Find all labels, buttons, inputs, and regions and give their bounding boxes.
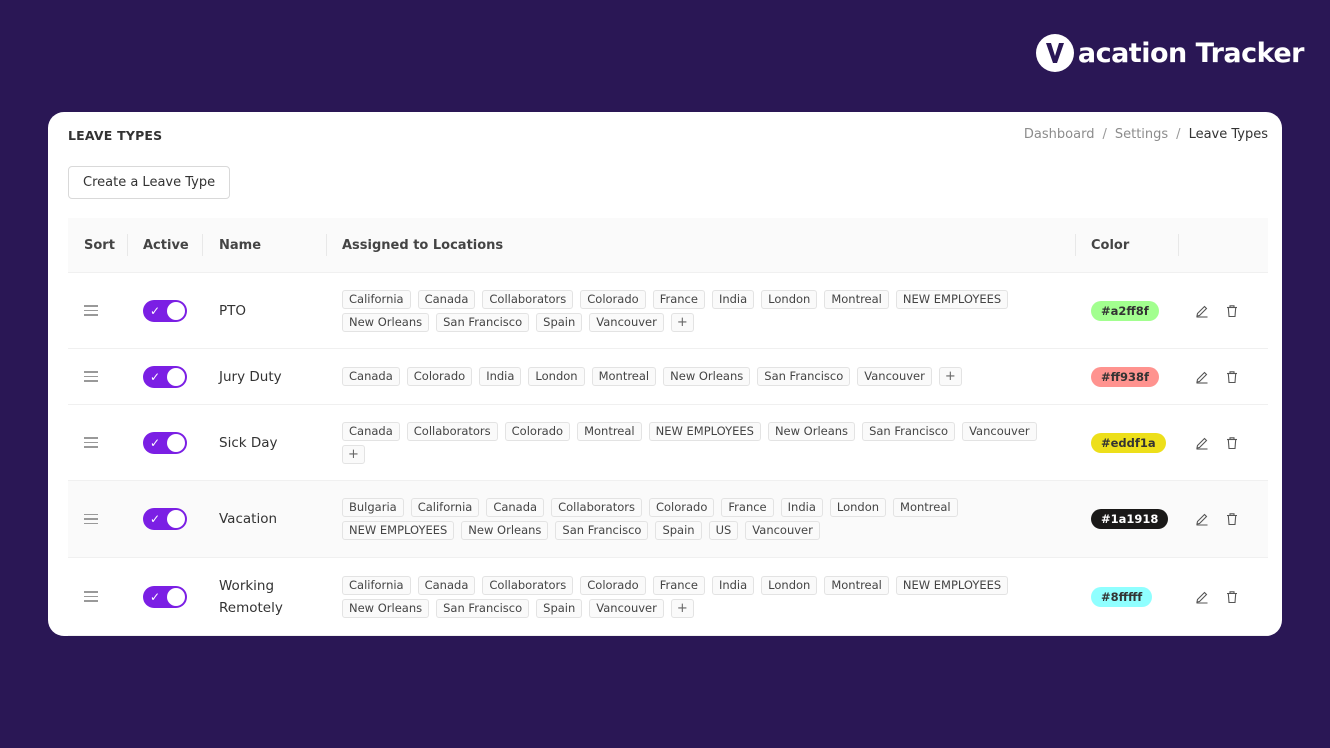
- location-tag: Vancouver: [745, 521, 820, 540]
- breadcrumb-settings[interactable]: Settings: [1114, 127, 1169, 142]
- location-tag: Vancouver: [857, 367, 932, 386]
- color-badge: #eddf1a: [1091, 433, 1166, 453]
- location-tag: San Francisco: [436, 313, 529, 332]
- location-tag: Spain: [536, 599, 582, 618]
- trash-icon[interactable]: [1225, 436, 1239, 450]
- leave-types-card: [48, 112, 1282, 636]
- color-badge: #1a1918: [1091, 509, 1168, 529]
- drag-handle-icon[interactable]: [84, 368, 98, 385]
- location-tag: California: [342, 576, 411, 595]
- check-icon: ✓: [150, 369, 161, 384]
- location-tag: Colorado: [580, 290, 645, 309]
- location-tag: Collaborators: [482, 290, 573, 309]
- column-sort: Sort: [84, 237, 115, 253]
- location-tag: Montreal: [893, 498, 958, 517]
- table-row: [68, 273, 1268, 349]
- table-row: [68, 405, 1268, 481]
- active-toggle[interactable]: [143, 432, 187, 454]
- brand-logo: [1036, 34, 1304, 72]
- location-tag: London: [761, 290, 817, 309]
- trash-icon[interactable]: [1225, 512, 1239, 526]
- location-tag: Montreal: [824, 576, 889, 595]
- location-tag: London: [528, 367, 584, 386]
- assigned-locations: [342, 290, 1052, 332]
- location-tag: NEW EMPLOYEES: [896, 576, 1008, 595]
- location-tag: India: [712, 576, 754, 595]
- location-tag: Vancouver: [589, 313, 664, 332]
- location-tag: San Francisco: [436, 599, 529, 618]
- leave-types-table: [68, 218, 1268, 616]
- column-active: Active: [143, 237, 189, 253]
- sort-handle[interactable]: [84, 349, 98, 404]
- column-color: Color: [1091, 237, 1130, 253]
- active-toggle[interactable]: [143, 366, 187, 388]
- location-tag: NEW EMPLOYEES: [896, 290, 1008, 309]
- drag-handle-icon[interactable]: [84, 302, 98, 319]
- assigned-locations: [342, 422, 1052, 464]
- vacation-tracker-logo-icon: [1036, 34, 1074, 72]
- location-tag: India: [712, 290, 754, 309]
- active-toggle[interactable]: [143, 300, 187, 322]
- location-tag: Vancouver: [589, 599, 664, 618]
- add-location-icon[interactable]: +: [939, 367, 962, 386]
- add-location-icon[interactable]: +: [671, 599, 694, 618]
- location-tag: Montreal: [577, 422, 642, 441]
- leave-type-name: Working Remotely: [219, 577, 283, 616]
- location-tag: US: [709, 521, 739, 540]
- page-title: LEAVE TYPES: [68, 128, 163, 143]
- location-tag: Canada: [342, 422, 400, 441]
- brand-name: acation Tracker: [1077, 37, 1304, 69]
- location-tag: California: [342, 290, 411, 309]
- location-tag: London: [830, 498, 886, 517]
- breadcrumb-leave-types: Leave Types: [1188, 127, 1268, 142]
- drag-handle-icon[interactable]: [84, 434, 98, 451]
- check-icon: ✓: [150, 435, 161, 450]
- location-tag: Canada: [486, 498, 544, 517]
- assigned-locations: [342, 576, 1052, 618]
- location-tag: France: [653, 290, 705, 309]
- sort-handle[interactable]: [84, 481, 98, 557]
- table-row: [68, 481, 1268, 558]
- color-badge: #a2ff8f: [1091, 301, 1159, 321]
- location-tag: Montreal: [824, 290, 889, 309]
- leave-type-name: Jury Duty: [219, 368, 282, 385]
- location-tag: California: [411, 498, 480, 517]
- breadcrumb: Dashboard / Settings / Leave Types: [1023, 127, 1268, 142]
- color-badge: #ff938f: [1091, 367, 1159, 387]
- sort-handle[interactable]: [84, 405, 98, 480]
- check-icon: ✓: [150, 303, 161, 318]
- trash-icon[interactable]: [1225, 304, 1239, 318]
- pencil-icon[interactable]: [1195, 436, 1209, 450]
- location-tag: Montreal: [592, 367, 657, 386]
- color-badge: #8fffff: [1091, 587, 1152, 607]
- location-tag: France: [653, 576, 705, 595]
- location-tag: Collaborators: [407, 422, 498, 441]
- location-tag: Bulgaria: [342, 498, 404, 517]
- leave-type-name: Vacation: [219, 511, 278, 527]
- location-tag: New Orleans: [461, 521, 548, 540]
- location-tag: New Orleans: [342, 313, 429, 332]
- location-tag: NEW EMPLOYEES: [342, 521, 454, 540]
- check-icon: ✓: [150, 589, 161, 604]
- location-tag: NEW EMPLOYEES: [649, 422, 761, 441]
- location-tag: San Francisco: [555, 521, 648, 540]
- table-header: [68, 218, 1268, 273]
- location-tag: India: [781, 498, 823, 517]
- location-tag: Colorado: [407, 367, 472, 386]
- column-locations: Assigned to Locations: [342, 237, 504, 253]
- trash-icon[interactable]: [1225, 590, 1239, 604]
- location-tag: Canada: [418, 290, 476, 309]
- location-tag: Colorado: [649, 498, 714, 517]
- location-tag: Colorado: [505, 422, 570, 441]
- sort-handle[interactable]: [84, 273, 98, 348]
- leave-type-name: Sick Day: [219, 434, 278, 451]
- assigned-locations: [342, 498, 1052, 540]
- location-tag: New Orleans: [663, 367, 750, 386]
- location-tag: San Francisco: [862, 422, 955, 441]
- drag-handle-icon[interactable]: [84, 588, 98, 605]
- location-tag: San Francisco: [757, 367, 850, 386]
- location-tag: Spain: [536, 313, 582, 332]
- active-toggle[interactable]: [143, 508, 187, 530]
- check-icon: ✓: [150, 512, 161, 526]
- location-tag: New Orleans: [768, 422, 855, 441]
- location-tag: Spain: [655, 521, 701, 540]
- leave-type-name: PTO: [219, 302, 247, 319]
- add-location-icon[interactable]: +: [342, 445, 365, 464]
- column-name: Name: [219, 237, 262, 253]
- location-tag: New Orleans: [342, 599, 429, 618]
- drag-handle-icon[interactable]: [84, 511, 98, 528]
- table-row: [68, 349, 1268, 405]
- pencil-icon[interactable]: [1195, 370, 1209, 384]
- add-location-icon[interactable]: +: [671, 313, 694, 332]
- location-tag: Collaborators: [482, 576, 573, 595]
- location-tag: Vancouver: [962, 422, 1037, 441]
- create-leave-type-button[interactable]: Create a Leave Type: [68, 166, 230, 199]
- location-tag: Collaborators: [551, 498, 642, 517]
- active-toggle[interactable]: [143, 586, 187, 608]
- location-tag: Colorado: [580, 576, 645, 595]
- breadcrumb-dashboard[interactable]: Dashboard: [1023, 127, 1095, 142]
- location-tag: London: [761, 576, 817, 595]
- pencil-icon[interactable]: [1195, 304, 1209, 318]
- pencil-icon[interactable]: [1195, 590, 1209, 604]
- pencil-icon[interactable]: [1195, 512, 1209, 526]
- table-row: [68, 558, 1268, 636]
- trash-icon[interactable]: [1225, 370, 1239, 384]
- assigned-locations: [342, 367, 1052, 386]
- sort-handle[interactable]: [84, 558, 98, 635]
- location-tag: Canada: [342, 367, 400, 386]
- location-tag: Canada: [418, 576, 476, 595]
- location-tag: France: [721, 498, 773, 517]
- location-tag: India: [479, 367, 521, 386]
